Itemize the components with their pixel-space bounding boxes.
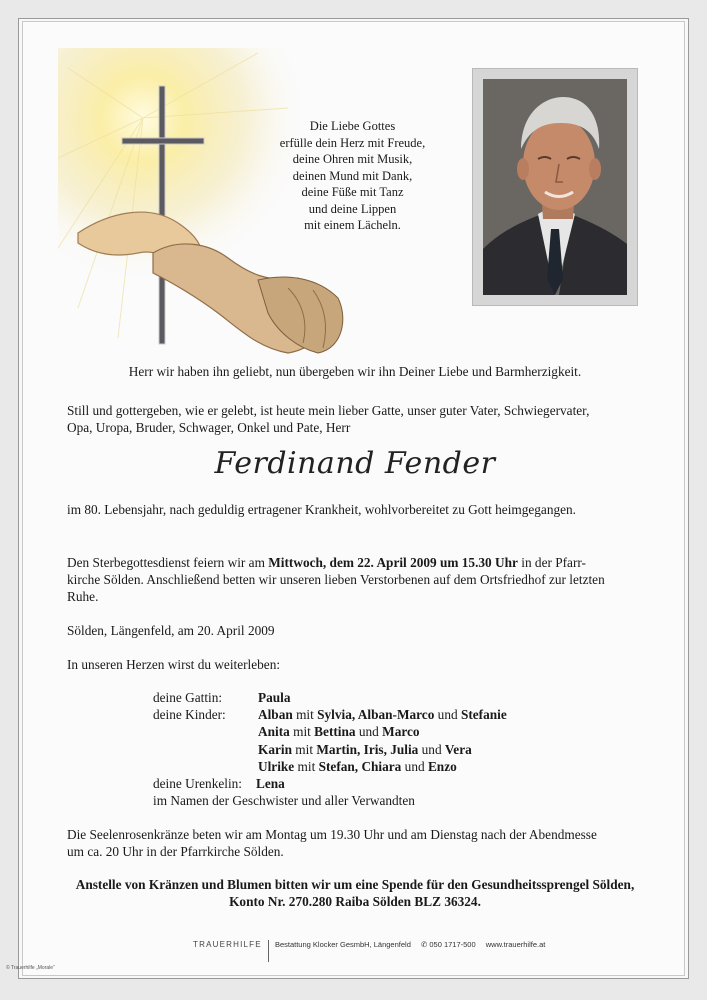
- service-line-2: kirche Sölden. Anschließend betten wir unseren lieben Verstorbenen auf dem Ortsfriedhof zur letzten: [67, 572, 605, 587]
- poem-line: mit einem Lächeln.: [304, 218, 401, 232]
- poem-line: und deine Lippen: [308, 201, 397, 216]
- intro-line-1: Still und gottergeben, wie er gelebt, ist heute mein lieber Gatte, unser guter Vater, Schwiegervater,: [67, 403, 590, 418]
- intro-line-2: Opa, Uropa, Bruder, Schwager, Onkel und Pate, Herr: [67, 420, 351, 435]
- poem-line: deine Füße mit Tanz: [301, 185, 404, 199]
- service-line-1: [67, 555, 586, 571]
- divider: [268, 940, 269, 962]
- poem-line: Die Liebe Gottes: [309, 119, 396, 133]
- mourner-name: Anita mit Bettina und Marco: [258, 724, 420, 740]
- poem-line: deinen Mund mit Dank,: [292, 168, 413, 183]
- deceased-name: Ferdinand Fender: [214, 446, 496, 481]
- mourner-name: Lena: [256, 775, 285, 791]
- service-line-3: Ruhe.: [67, 589, 99, 604]
- footer: [193, 940, 545, 958]
- donation-line-2: Konto Nr. 270.280 Raiba Sölden BLZ 36324.: [229, 894, 481, 909]
- footer-phone: 050 1717-500: [429, 940, 476, 949]
- mourner-role: deine Kinder:: [153, 707, 226, 723]
- service-date: Mittwoch, dem 22. April 2009 um 15.30 Uhr: [268, 555, 518, 570]
- mourner-name: Alban mit Sylvia, Alban-Marco und Stefanie: [258, 707, 507, 723]
- portrait-photo: [483, 79, 627, 295]
- passing-line: im 80. Lebensjahr, nach geduldig ertragener Krankheit, wohlvorbereitet zu Gott heimgegangen.: [67, 502, 577, 517]
- service-text: Den Sterbegottesdienst feiern wir am: [67, 555, 269, 570]
- copyright-note: © Trauerhilfe „Morale“: [6, 965, 55, 971]
- prayer-line: Herr wir haben ihn geliebt, nun übergeben wir ihn Deiner Liebe und Barmherzigkeit.: [128, 364, 582, 379]
- rosary-line-1: Die Seelenrosenkränze beten wir am Montag um 19.30 Uhr und am Dienstag nach der Abendmesse: [67, 827, 597, 842]
- poem: [240, 118, 465, 234]
- poem-line: erfülle dein Herz mit Freude,: [279, 135, 426, 150]
- mourner-role: deine Urenkelin:: [153, 775, 242, 791]
- portrait-frame: [472, 68, 638, 306]
- place-date: Sölden, Längenfeld, am 20. April 2009: [67, 623, 275, 638]
- mourner-name: Karin mit Martin, Iris, Julia und Vera: [258, 741, 472, 757]
- footer-company: Bestattung Klocker GesmbH, Längenfeld: [274, 940, 411, 949]
- footer-web: www.trauerhilfe.at: [485, 940, 546, 949]
- rosary-line-2: um ca. 20 Uhr in der Pfarrkirche Sölden.: [67, 844, 284, 859]
- hearts-line: In unseren Herzen wirst du weiterleben:: [67, 657, 281, 672]
- phone-icon: ✆: [420, 940, 428, 949]
- mourner-name: Paula: [258, 690, 291, 705]
- mourner-role: im Namen der Geschwister und aller Verwandten: [153, 793, 415, 809]
- mourner-name: Ulrike mit Stefan, Chiara und Enzo: [258, 758, 457, 774]
- mourner-role: deine Gattin:: [153, 690, 223, 705]
- trauerhilfe-logo: TRAUERHILFE: [193, 940, 262, 949]
- service-text: in der Pfarr-: [517, 555, 586, 570]
- poem-line: deine Ohren mit Musik,: [292, 152, 413, 166]
- donation-line-1: Anstelle von Kränzen und Blumen bitten wir um eine Spende für den Gesundheitssprengel Sölden,: [75, 877, 635, 892]
